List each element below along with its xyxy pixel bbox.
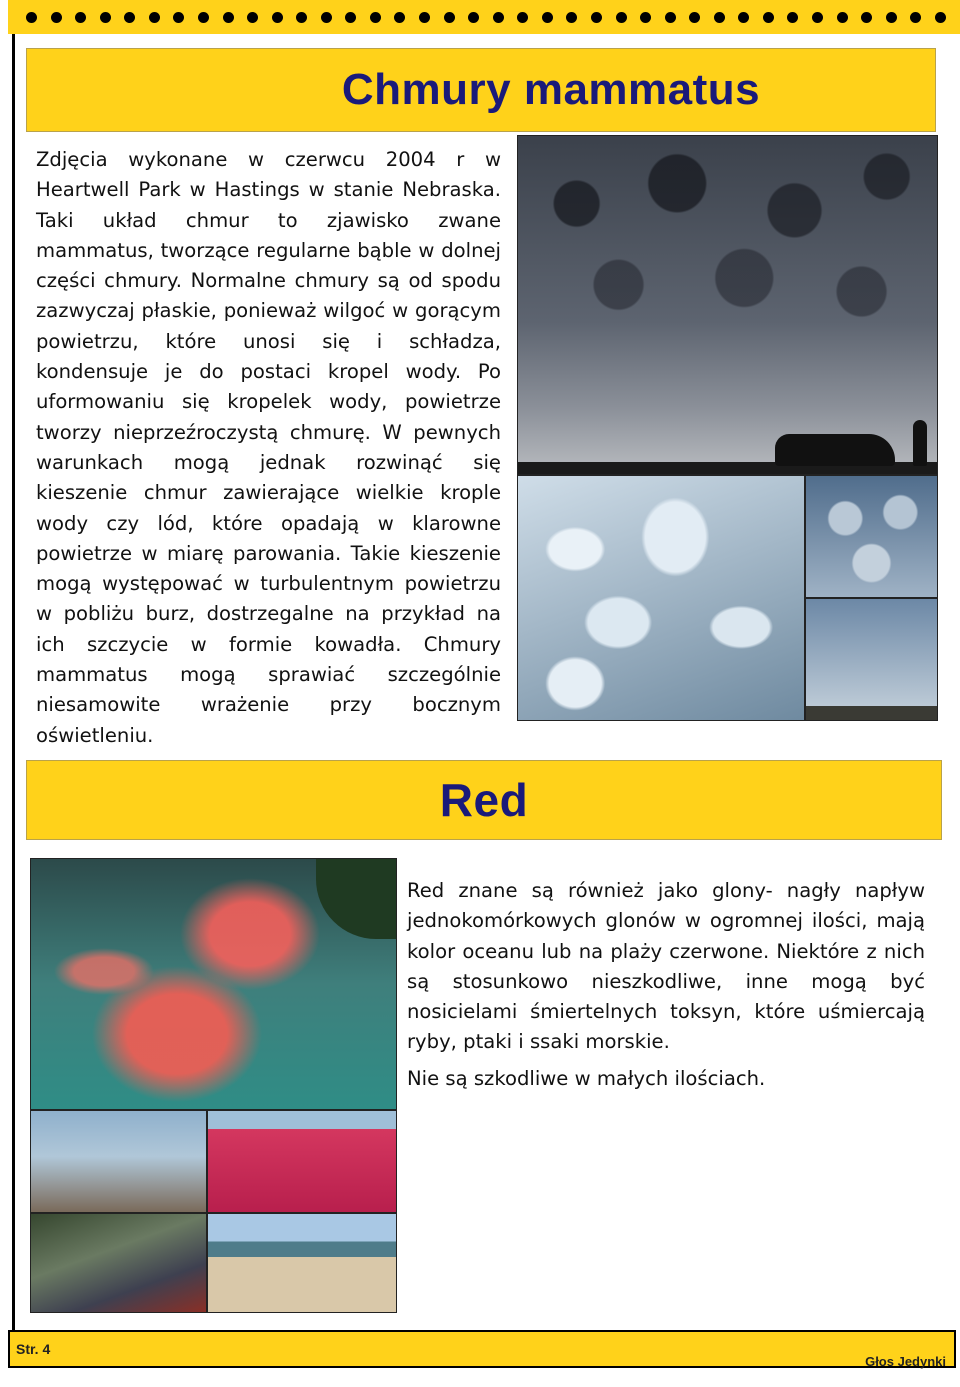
red-tide-photo-coast <box>30 1213 207 1313</box>
border-dot <box>223 12 234 23</box>
mammatus-photo-blue <box>805 475 938 598</box>
border-dot <box>542 12 553 23</box>
border-dot <box>861 12 872 23</box>
border-dot <box>640 12 651 23</box>
title-banner-red <box>26 760 942 840</box>
article-body-red-text: Red znane są również jako glony- nagły napływ jednokomórkowych glonów w ogromnej ilości, mają kolor oceanu lub na plaży czerwone. Niektóre z nich są stosunkowo nieszkodliwe, inne mogą być nosicielami śmiertelnych toksyn, które uśmiercają ryby, ptaki i ssaki morskie. <box>407 879 925 1054</box>
car-silhouette <box>775 434 895 466</box>
border-dot <box>812 12 823 23</box>
border-dot <box>616 12 627 23</box>
article-body-red-last-line: Nie są szkodliwe w małych ilościach. <box>407 1066 766 1090</box>
border-dot <box>493 12 504 23</box>
border-dot <box>26 12 37 23</box>
border-dot <box>247 12 258 23</box>
border-dot <box>689 12 700 23</box>
border-dot <box>714 12 725 23</box>
border-dot <box>51 12 62 23</box>
border-dot <box>149 12 160 23</box>
border-dot <box>468 12 479 23</box>
mammatus-photo-main <box>517 135 938 475</box>
border-dot <box>394 12 405 23</box>
border-dot <box>935 12 946 23</box>
border-dot <box>566 12 577 23</box>
border-dot <box>198 12 209 23</box>
border-dot <box>787 12 798 23</box>
border-dot <box>370 12 381 23</box>
red-tide-photo-boat <box>30 1110 207 1213</box>
border-dot <box>837 12 848 23</box>
publication-name: Głos Jedynki <box>865 1354 946 1369</box>
border-dot <box>886 12 897 23</box>
red-tide-photo-pink-water <box>207 1110 397 1213</box>
border-dot <box>272 12 283 23</box>
mammatus-photo-closeup <box>517 475 805 721</box>
border-dot <box>591 12 602 23</box>
mammatus-photo-town <box>805 598 938 721</box>
top-dot-border <box>8 0 960 34</box>
red-tide-photo-aerial <box>30 858 397 1110</box>
border-dot <box>419 12 430 23</box>
footer-bar <box>8 1330 956 1368</box>
border-dot <box>173 12 184 23</box>
border-dot <box>124 12 135 23</box>
article-body-mammatus: Zdjęcia wykonane w czerwcu 2004 r w Heartwell Park w Hastings w stanie Nebraska. Taki układ chmur to zjawisko zwane mammatus, tworzące regularne bąble w dolnej części chmury. Normalne chmury są od spodu zazwyczaj płaskie, ponieważ wilgoć w gorącym powietrzu, które unosi się i schładza, kondensuje je do postaci kropel wody. Po uformowaniu się kropelek wody, powietrze tworzy nieprzeźroczystą chmurę. W pewnych warunkach mogą jednak rozwinąć się kieszenie chmur zawierające wielkie krople wody czy lód, które opadają w klarowne powietrze w miarę parowania. Takie kieszenie mogą występować w turbulentnym powietrzu w pobliżu burz, dostrzegalne na przykład na ich szczycie w formie kowadła. Chmury mammatus mogą sprawiać szczególnie niesamowite wrażenie przy bocznym oświetleniu. <box>36 148 501 747</box>
border-dot <box>444 12 455 23</box>
red-tide-photo-beach <box>207 1213 397 1313</box>
border-dot <box>738 12 749 23</box>
border-dot <box>517 12 528 23</box>
border-dot <box>763 12 774 23</box>
border-dot <box>296 12 307 23</box>
border-dot <box>910 12 921 23</box>
border-dot <box>345 12 356 23</box>
border-dot <box>321 12 332 23</box>
article-title-mammatus: Chmury mammatus <box>341 65 761 114</box>
article-body-red <box>407 876 925 1094</box>
title-banner-mammatus <box>26 48 936 132</box>
page-number: Str. 4 <box>16 1341 51 1357</box>
border-dot <box>75 12 86 23</box>
left-rule <box>12 34 15 1330</box>
article-title-red: Red <box>439 774 529 826</box>
border-dot <box>665 12 676 23</box>
person-silhouette <box>913 420 927 466</box>
border-dot <box>100 12 111 23</box>
